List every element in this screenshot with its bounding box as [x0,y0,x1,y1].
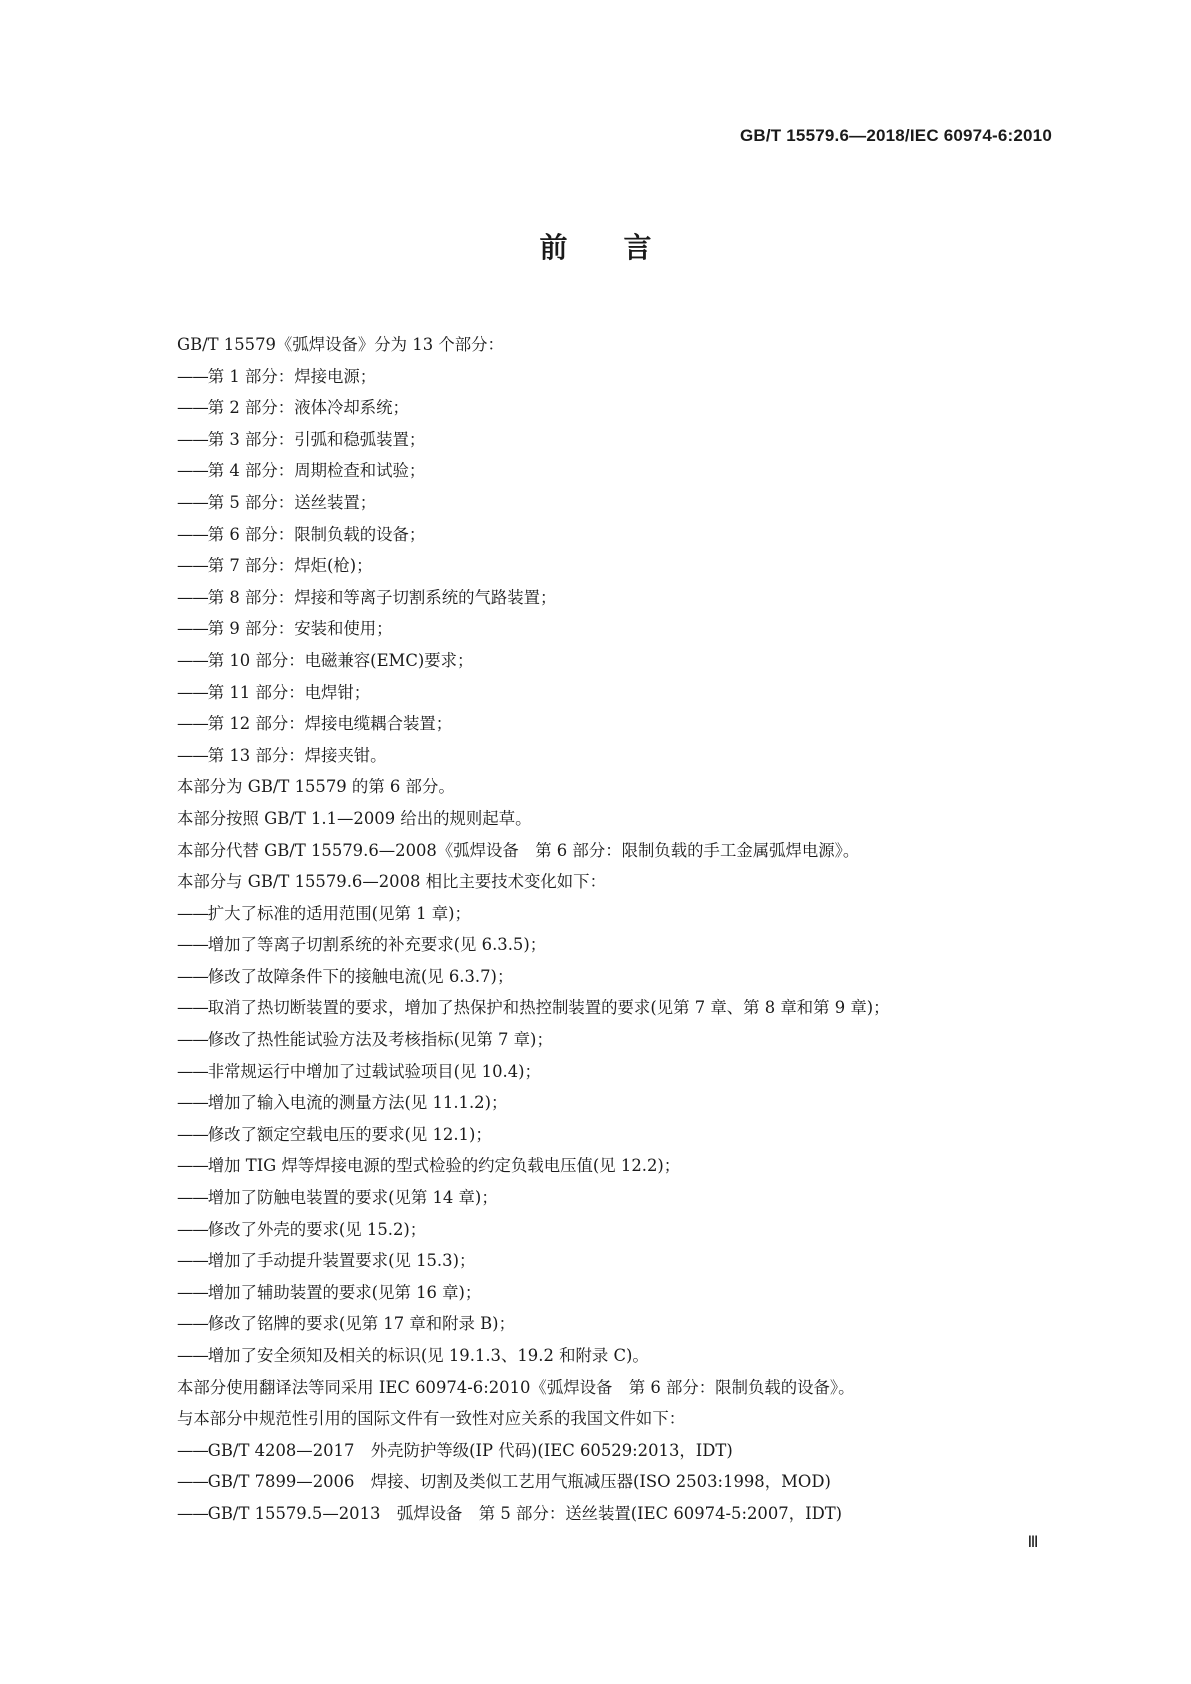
replaces-statement: 本部分代替 GB/T 15579.6—2008《弧焊设备 第 6 部分：限制负载的手工金属弧焊电源》。 [177,840,860,860]
change-item-3: —— 修改了故障条件下的接触电流(见 6.3.7)； [177,961,1077,993]
part-item-13: —— 第 13 部分：焊接夹钳。 [177,740,1077,772]
page-number: Ⅲ [1027,1534,1039,1551]
part-of-statement: 本部分为 GB/T 15579 的第 6 部分。 [177,777,455,797]
reference-item-2: —— GB/T 7899—2006 焊接、切割及类似工艺用气瓶减压器(ISO 2503:1998，MOD) [177,1466,1077,1498]
change-item-11: —— 修改了外壳的要求(见 15.2)； [177,1214,1077,1246]
part-item-7: —— 第 7 部分：焊炬(枪)； [177,550,1077,582]
change-item-15: —— 增加了安全须知及相关的标识(见 19.1.3、19.2 和附录 C)。 [177,1340,1077,1372]
change-item-7: —— 增加了输入电流的测量方法(见 11.1.2)； [177,1087,1077,1119]
changes-intro: 本部分与 GB/T 15579.6—2008 相比主要技术变化如下： [177,872,606,892]
change-item-14: —— 修改了铭牌的要求(见第 17 章和附录 B)； [177,1308,1077,1340]
change-item-4: —— 取消了热切断装置的要求，增加了热保护和热控制装置的要求(见第 7 章、第 8 章和第 9 章)； [177,992,1077,1024]
change-item-12: —— 增加了手动提升装置要求(见 15.3)； [177,1245,1077,1277]
change-item-6: —— 非常规运行中增加了过载试验项目(见 10.4)； [177,1056,1077,1088]
drafting-rules-statement: 本部分按照 GB/T 1.1—2009 给出的规则起草。 [177,808,532,828]
reference-item-1: —— GB/T 4208—2017 外壳防护等级(IP 代码)(IEC 60529:2013，IDT) [177,1435,1077,1467]
references-list [177,1435,1077,1530]
change-item-10: —— 增加了防触电装置的要求(见第 14 章)； [177,1182,1077,1214]
reference-item-3: —— GB/T 15579.5—2013 弧焊设备 第 5 部分：送丝装置(IEC 60974-5:2007，IDT) [177,1498,1077,1530]
part-item-6: —— 第 6 部分：限制负载的设备； [177,519,1077,551]
part-item-5: —— 第 5 部分：送丝装置； [177,487,1077,519]
standard-code-header: GB/T 15579.6—2018/IEC 60974-6:2010 [739,126,1052,145]
part-item-9: —— 第 9 部分：安装和使用； [177,613,1077,645]
adoption-statement: 本部分使用翻译法等同采用 IEC 60974-6:2010《弧焊设备 第 6 部分：限制负载的设备》。 [177,1377,855,1397]
change-item-1: —— 扩大了标准的适用范围(见第 1 章)； [177,898,1077,930]
change-item-5: —— 修改了热性能试验方法及考核指标(见第 7 章)； [177,1024,1077,1056]
change-item-9: —— 增加 TIG 焊等焊接电源的型式检验的约定负载电压值(见 12.2)； [177,1150,1077,1182]
references-intro: 与本部分中规范性引用的国际文件有一致性对应关系的我国文件如下： [177,1409,686,1429]
parts-list [177,361,1077,772]
change-item-13: —— 增加了辅助装置的要求(见第 16 章)； [177,1277,1077,1309]
part-item-4: —— 第 4 部分：周期检查和试验； [177,455,1077,487]
part-item-3: —— 第 3 部分：引弧和稳弧装置； [177,424,1077,456]
part-item-11: —— 第 11 部分：电焊钳； [177,677,1077,709]
part-item-8: —— 第 8 部分：焊接和等离子切割系统的气路装置； [177,582,1077,614]
part-item-12: —— 第 12 部分：焊接电缆耦合装置； [177,708,1077,740]
changes-list [177,898,1077,1372]
part-item-10: —— 第 10 部分：电磁兼容(EMC)要求； [177,645,1077,677]
part-item-1: —— 第 1 部分：焊接电源； [177,361,1077,393]
page-title: 前言 [539,231,708,264]
change-item-8: —— 修改了额定空载电压的要求(见 12.1)； [177,1119,1077,1151]
change-item-2: —— 增加了等离子切割系统的补充要求(见 6.3.5)； [177,929,1077,961]
foreword-body [177,329,1077,1530]
intro-paragraph: GB/T 15579《弧焊设备》分为 13 个部分： [177,335,504,354]
part-item-2: —— 第 2 部分：液体冷却系统； [177,392,1077,424]
